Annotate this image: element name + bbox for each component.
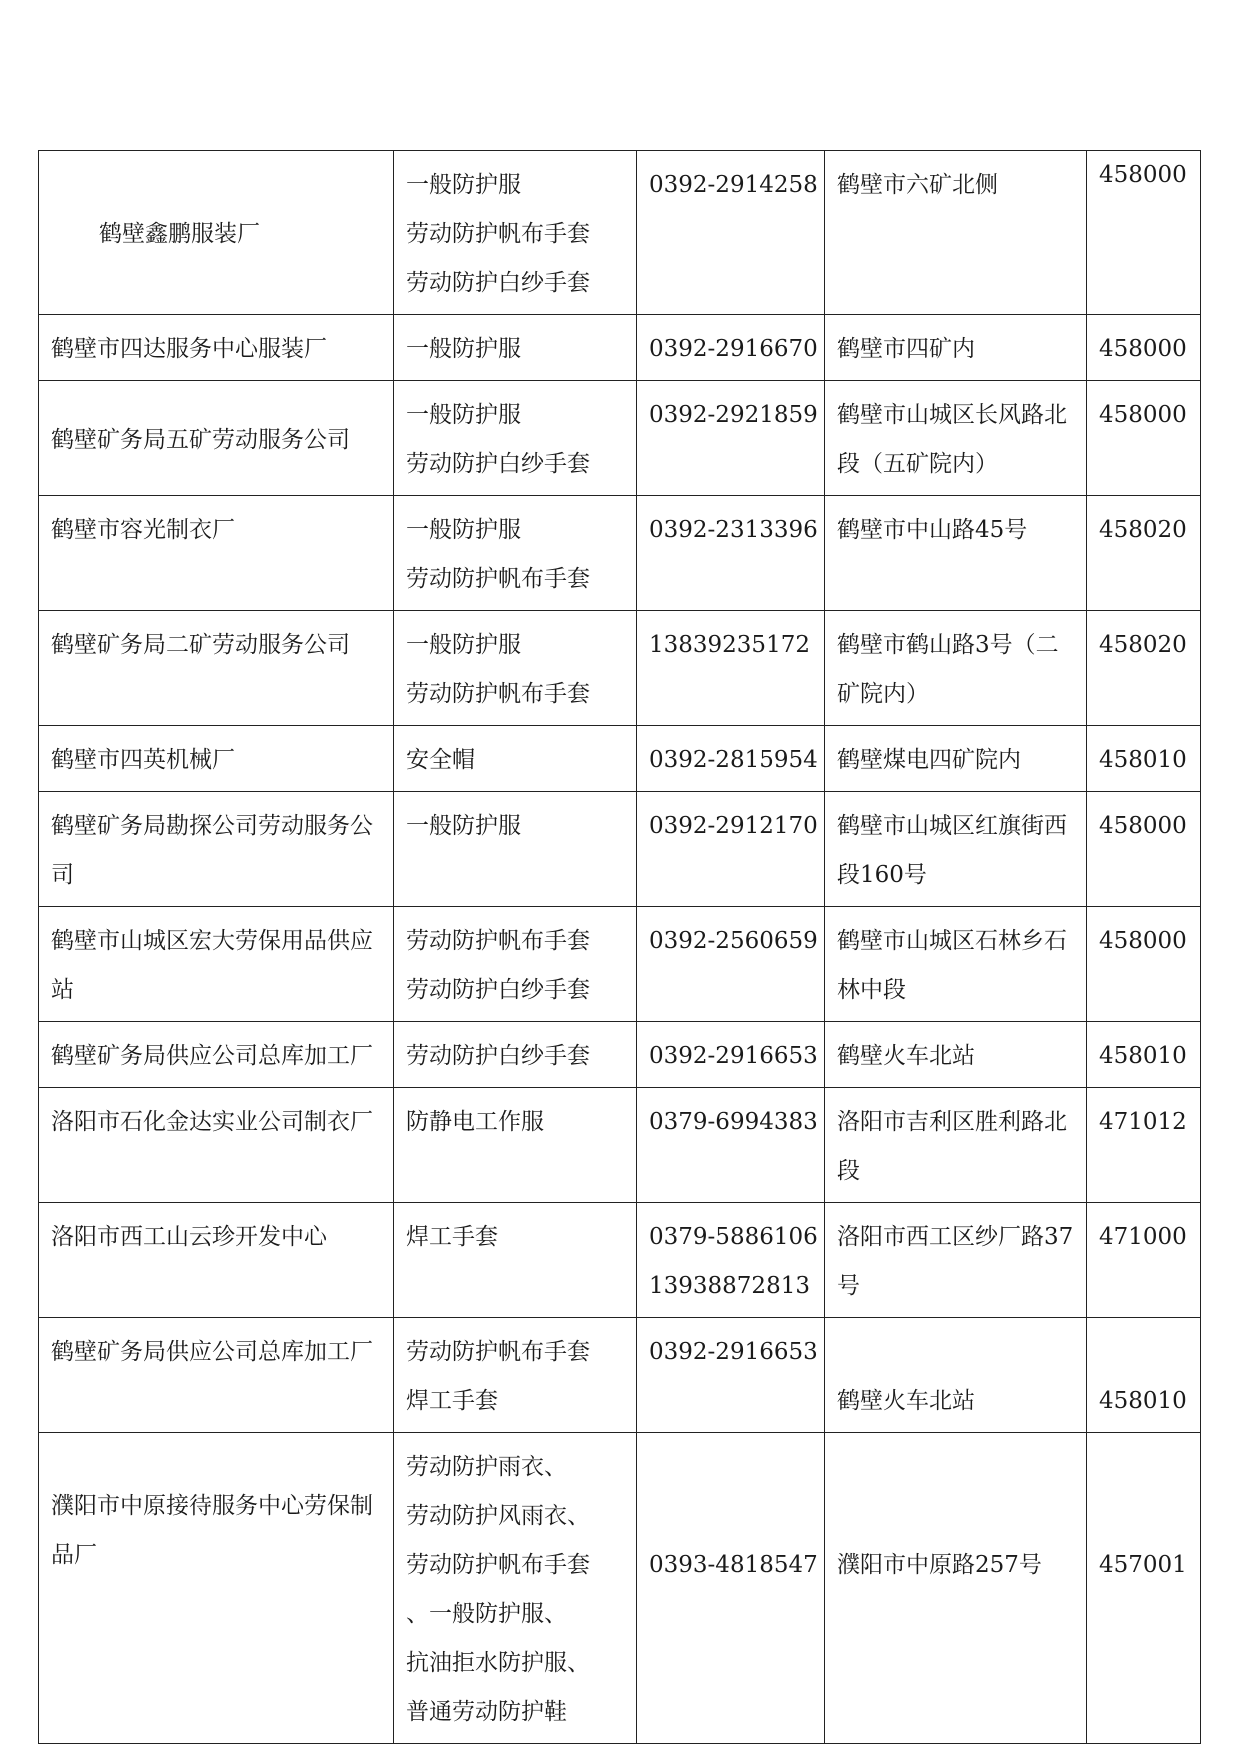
product-item: 一般防护服	[406, 172, 521, 198]
product-item: 劳动防护帆布手套	[406, 1552, 590, 1578]
product-item: 抗油拒水防护服、	[406, 1650, 590, 1676]
address-cell	[825, 792, 1087, 907]
product-item: 劳动防护雨衣、	[406, 1454, 567, 1480]
phone-number: 13938872813	[649, 1273, 810, 1299]
address-text: 鹤壁煤电四矿院内	[837, 747, 1021, 773]
company-cell	[39, 381, 394, 496]
company-cell	[39, 611, 394, 726]
table-row	[39, 611, 1201, 726]
postcode-cell	[1087, 381, 1201, 496]
address-text: 濮阳市中原路257号	[837, 1552, 1042, 1578]
product-item: 劳动防护白纱手套	[406, 1043, 590, 1069]
phone-number: 0392-2912170	[649, 813, 818, 839]
table-row	[39, 1088, 1201, 1203]
phone-cell	[637, 1088, 825, 1203]
products-cell	[394, 907, 637, 1022]
table-row	[39, 907, 1201, 1022]
product-item: 一般防护服	[406, 517, 521, 543]
postcode-text: 458000	[1099, 402, 1187, 428]
company-cell	[39, 315, 394, 381]
table-row	[39, 1022, 1201, 1088]
postcode-text: 458000	[1099, 162, 1187, 188]
phone-cell	[637, 1318, 825, 1433]
postcode-text: 458000	[1099, 336, 1187, 362]
product-item: 焊工手套	[406, 1224, 498, 1250]
address-text: 鹤壁市中山路45号	[837, 517, 1028, 543]
supplier-table	[38, 150, 1201, 1744]
product-item: 劳动防护帆布手套	[406, 928, 590, 954]
address-cell	[825, 381, 1087, 496]
postcode-cell	[1087, 315, 1201, 381]
postcode-text: 471012	[1099, 1109, 1187, 1135]
phone-number: 0392-2916670	[649, 336, 818, 362]
products-cell	[394, 496, 637, 611]
address-cell	[825, 151, 1087, 315]
postcode-cell	[1087, 1203, 1201, 1318]
postcode-text: 457001	[1099, 1552, 1187, 1578]
address-text: 鹤壁市山城区石林乡石林中段	[837, 928, 1067, 1003]
products-cell	[394, 726, 637, 792]
company-name: 鹤壁市容光制衣厂	[51, 517, 235, 543]
address-cell	[825, 1022, 1087, 1088]
address-cell	[825, 315, 1087, 381]
company-name: 鹤壁矿务局二矿劳动服务公司	[51, 632, 350, 658]
products-cell	[394, 1433, 637, 1744]
products-cell	[394, 611, 637, 726]
phone-cell	[637, 381, 825, 496]
company-name: 洛阳市石化金达实业公司制衣厂	[51, 1109, 373, 1135]
address-cell	[825, 496, 1087, 611]
product-item: 劳动防护帆布手套	[406, 221, 590, 247]
product-item: 一般防护服	[406, 632, 521, 658]
phone-number: 0392-2921859	[649, 402, 818, 428]
postcode-text: 458010	[1099, 1388, 1187, 1414]
postcode-cell	[1087, 1433, 1201, 1744]
phone-cell	[637, 792, 825, 907]
product-item: 劳动防护白纱手套	[406, 451, 590, 477]
company-cell	[39, 907, 394, 1022]
phone-number: 13839235172	[649, 632, 810, 658]
products-cell	[394, 1088, 637, 1203]
address-cell	[825, 1203, 1087, 1318]
address-text: 鹤壁市山城区长风路北段（五矿院内）	[837, 402, 1067, 477]
phone-cell	[637, 907, 825, 1022]
company-cell	[39, 1433, 394, 1744]
phone-number: 0392-2815954	[649, 747, 818, 773]
postcode-cell	[1087, 1318, 1201, 1433]
phone-cell	[637, 151, 825, 315]
company-name: 濮阳市中原接待服务中心劳保制品厂	[51, 1493, 373, 1568]
phone-number: 0379-6994383	[649, 1109, 818, 1135]
company-cell	[39, 151, 394, 315]
company-name: 鹤壁矿务局供应公司总库加工厂	[51, 1043, 373, 1069]
product-item: 劳动防护帆布手套	[406, 681, 590, 707]
table-row	[39, 1318, 1201, 1433]
address-text: 鹤壁火车北站	[837, 1043, 975, 1069]
products-cell	[394, 1022, 637, 1088]
products-cell	[394, 151, 637, 315]
company-cell	[39, 792, 394, 907]
phone-number: 0392-2560659	[649, 928, 818, 954]
postcode-cell	[1087, 1088, 1201, 1203]
company-name: 鹤壁市四英机械厂	[51, 747, 235, 773]
company-cell	[39, 496, 394, 611]
table-row	[39, 381, 1201, 496]
phone-number: 0392-2916653	[649, 1043, 818, 1069]
table-row	[39, 726, 1201, 792]
address-text: 鹤壁市鹤山路3号（二矿院内）	[837, 632, 1059, 707]
product-item: 一般防护服	[406, 813, 521, 839]
address-text: 鹤壁火车北站	[837, 1388, 975, 1414]
address-cell	[825, 1318, 1087, 1433]
company-cell	[39, 726, 394, 792]
postcode-cell	[1087, 496, 1201, 611]
products-cell	[394, 792, 637, 907]
product-item: 劳动防护帆布手套	[406, 566, 590, 592]
company-name: 鹤壁矿务局五矿劳动服务公司	[51, 426, 350, 453]
postcode-text: 458000	[1099, 928, 1187, 954]
product-item: 、一般防护服、	[406, 1601, 567, 1627]
company-name: 鹤壁矿务局供应公司总库加工厂	[51, 1339, 373, 1365]
product-item: 劳动防护白纱手套	[406, 270, 590, 296]
company-cell	[39, 1022, 394, 1088]
product-item: 一般防护服	[406, 402, 521, 428]
phone-cell	[637, 496, 825, 611]
table-row	[39, 792, 1201, 907]
address-text: 鹤壁市山城区红旗街西段160号	[837, 813, 1067, 888]
product-item: 劳动防护白纱手套	[406, 977, 590, 1003]
phone-number: 0379-5886106	[649, 1224, 818, 1250]
product-item: 安全帽	[406, 747, 475, 773]
postcode-text: 458000	[1099, 813, 1187, 839]
phone-number: 0392-2914258	[649, 172, 818, 198]
address-cell	[825, 611, 1087, 726]
phone-cell	[637, 1203, 825, 1318]
table-row	[39, 151, 1201, 315]
products-cell	[394, 1203, 637, 1318]
product-item: 一般防护服	[406, 336, 521, 362]
address-text: 鹤壁市四矿内	[837, 336, 975, 362]
company-name: 鹤壁市山城区宏大劳保用品供应站	[51, 928, 373, 1003]
product-item: 劳动防护帆布手套	[406, 1339, 590, 1365]
table-row	[39, 1203, 1201, 1318]
address-text: 洛阳市吉利区胜利路北段	[837, 1109, 1067, 1184]
phone-number: 0392-2916653	[649, 1339, 818, 1365]
company-name: 鹤壁矿务局勘探公司劳动服务公司	[51, 813, 373, 888]
address-cell	[825, 726, 1087, 792]
table-row	[39, 315, 1201, 381]
company-name: 洛阳市西工山云珍开发中心	[51, 1224, 327, 1250]
company-cell	[39, 1318, 394, 1433]
address-cell	[825, 1433, 1087, 1744]
phone-cell	[637, 611, 825, 726]
address-cell	[825, 907, 1087, 1022]
table-row	[39, 496, 1201, 611]
company-cell	[39, 1203, 394, 1318]
products-cell	[394, 1318, 637, 1433]
postcode-cell	[1087, 907, 1201, 1022]
postcode-text: 458010	[1099, 1043, 1187, 1069]
phone-cell	[637, 315, 825, 381]
company-name: 鹤壁鑫鹏服装厂	[99, 221, 260, 247]
postcode-cell	[1087, 1022, 1201, 1088]
phone-cell	[637, 726, 825, 792]
products-cell	[394, 315, 637, 381]
product-item: 焊工手套	[406, 1388, 498, 1414]
table-row	[39, 1433, 1201, 1744]
products-cell	[394, 381, 637, 496]
postcode-cell	[1087, 611, 1201, 726]
address-cell	[825, 1088, 1087, 1203]
postcode-text: 458010	[1099, 747, 1187, 773]
postcode-cell	[1087, 151, 1201, 315]
product-item: 防静电工作服	[406, 1109, 544, 1135]
product-item: 劳动防护风雨衣、	[406, 1503, 590, 1529]
product-item: 普通劳动防护鞋	[406, 1699, 567, 1725]
postcode-cell	[1087, 792, 1201, 907]
postcode-text: 471000	[1099, 1224, 1187, 1250]
company-cell	[39, 1088, 394, 1203]
address-text: 洛阳市西工区纱厂路37号	[837, 1224, 1074, 1299]
postcode-cell	[1087, 726, 1201, 792]
phone-cell	[637, 1022, 825, 1088]
phone-cell	[637, 1433, 825, 1744]
phone-number: 0392-2313396	[649, 517, 818, 543]
postcode-text: 458020	[1099, 632, 1187, 658]
company-name: 鹤壁市四达服务中心服装厂	[51, 336, 327, 362]
phone-number: 0393-4818547	[649, 1552, 818, 1578]
address-text: 鹤壁市六矿北侧	[837, 172, 998, 198]
postcode-text: 458020	[1099, 517, 1187, 543]
